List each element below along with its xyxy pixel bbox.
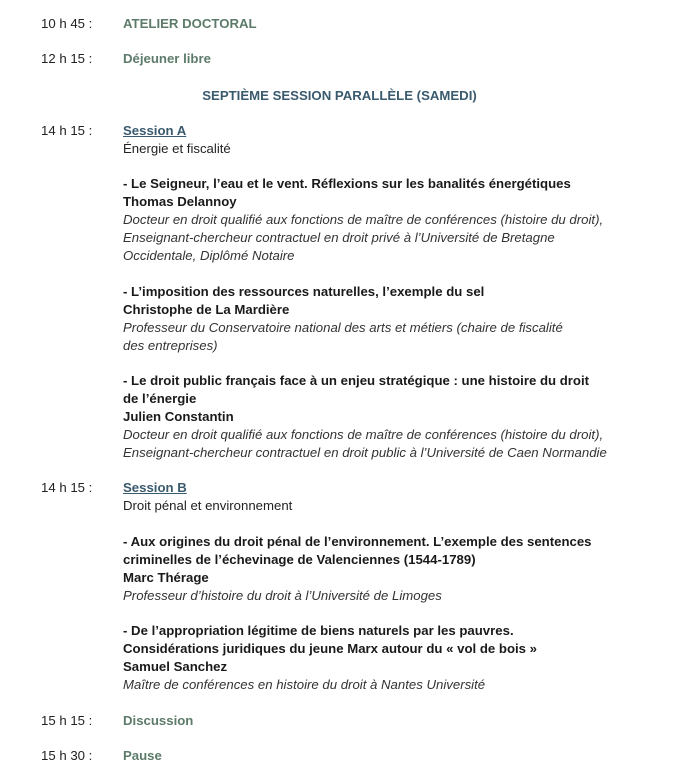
- time-label: 14 h 15 :: [41, 480, 93, 495]
- event-label: Discussion: [123, 713, 194, 728]
- session-b-link[interactable]: Session B: [123, 480, 187, 495]
- talk-title: Considérations juridiques du jeune Marx autour du « vol de bois »: [123, 641, 538, 656]
- talk-item: [123, 283, 663, 355]
- talk-title: - Le Seigneur, l’eau et le vent. Réflexions sur les banalités énergétiques: [123, 176, 571, 191]
- event-label: ATELIER DOCTORAL: [123, 16, 257, 31]
- talk-title: - L’imposition des ressources naturelles, l’exemple du sel: [123, 284, 485, 299]
- talk-item: [123, 175, 663, 265]
- speaker-affiliation: Docteur en droit qualifié aux fonctions de maître de conférences (histoire du droit),: [123, 212, 604, 227]
- time-label: 10 h 45 :: [41, 16, 93, 31]
- event-label: Déjeuner libre: [123, 51, 211, 66]
- talk-item: [123, 622, 663, 694]
- speaker-name: Marc Thérage: [123, 570, 209, 585]
- event-label: Pause: [123, 748, 162, 763]
- session-theme: Énergie et fiscalité: [123, 141, 231, 156]
- speaker-affiliation: Enseignant-chercheur contractuel en droit public à l’Université de Caen Normandie: [123, 445, 607, 460]
- speaker-name: Julien Constantin: [123, 409, 234, 424]
- time-label: 15 h 15 :: [41, 713, 93, 728]
- talk-title: criminelles de l’échevinage de Valenciennes (1544-1789): [123, 552, 476, 567]
- time-label: 14 h 15 :: [41, 123, 93, 138]
- speaker-affiliation: Professeur d’histoire du droit à l’Université de Limoges: [123, 588, 442, 603]
- talk-title: de l’énergie: [123, 391, 197, 406]
- session-a-link[interactable]: Session A: [123, 123, 187, 138]
- speaker-affiliation: Enseignant-chercheur contractuel en droit privé à l’Université de Bretagne: [123, 230, 555, 245]
- speaker-affiliation: Maître de conférences en histoire du droit à Nantes Université: [123, 677, 486, 692]
- talk-title: - Aux origines du droit pénal de l’environnement. L’exemple des sentences: [123, 534, 592, 549]
- speaker-name: Christophe de La Mardière: [123, 302, 290, 317]
- speaker-name: Samuel Sanchez: [123, 659, 228, 674]
- talk-title: - Le droit public français face à un enjeu stratégique : une histoire du droit: [123, 373, 590, 388]
- speaker-affiliation: Professeur du Conservatoire national des arts et métiers (chaire de fiscalité: [123, 320, 563, 335]
- talk-item: [123, 533, 663, 605]
- session-heading: SEPTIÈME SESSION PARALLÈLE (SAMEDI): [202, 88, 477, 103]
- session-theme: Droit pénal et environnement: [123, 498, 293, 513]
- talk-item: [123, 372, 663, 462]
- time-label: 15 h 30 :: [41, 748, 93, 763]
- speaker-name: Thomas Delannoy: [123, 194, 237, 209]
- session-b-content: [123, 479, 663, 515]
- speaker-affiliation: des entreprises): [123, 338, 218, 353]
- talk-title: - De l’appropriation légitime de biens naturels par les pauvres.: [123, 623, 514, 638]
- speaker-affiliation: Occidentale, Diplômé Notaire: [123, 248, 295, 263]
- session-a-content: [123, 122, 663, 158]
- time-label: 12 h 15 :: [41, 51, 93, 66]
- speaker-affiliation: Docteur en droit qualifié aux fonctions de maître de conférences (histoire du droit),: [123, 427, 604, 442]
